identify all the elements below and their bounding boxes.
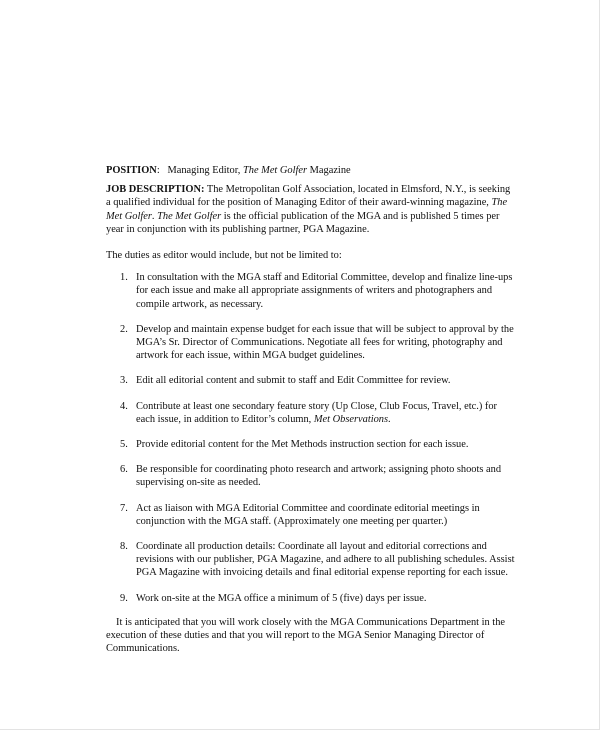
magazine-name-italic-b: The Met Golfer (157, 210, 222, 222)
duty-text: Be responsible for coordinating photo research and artwork; assigning photo shoots and supervising on-site as needed. (136, 464, 502, 489)
duty-text: In consultation with the MGA staff and Editorial Committee, develop and finalize line-ups for each issue and make all appropriate assignments of writers and photographers and compile artwork, as necessary. (136, 272, 513, 310)
job-description (106, 183, 516, 236)
duty-number: 4. (120, 400, 128, 412)
duty-text: Coordinate all production details: Coordinate all layout and editorial corrections and revisions with our publisher, PGA Magazine, and adhere to all publishing schedules. Assist PGA Magazine with invoicing details and final editorial expense reporting for each issue. (136, 541, 515, 579)
duty-number: 8. (120, 541, 128, 553)
job-description-text-c: is the official publication of the MGA and is published 5 times per year in conjunction with its publishing partner, PGA Magazine. (106, 210, 500, 235)
magazine-name: The Met Golfer (242, 165, 308, 176)
duty-item (106, 502, 516, 528)
job-description-text-b: . (151, 210, 158, 222)
job-description-text-a: The Metropolitan Golf Association, located in Elmsford, N.Y., is seeking a qualified individual for the position of Managing Editor of their award-winning magazine, (106, 184, 511, 209)
duty-text: Contribute at least one secondary feature story (Up Close, Club Focus, Travel, etc.) for each issue, in addition to Editor’s column, (136, 400, 497, 425)
duty-number: 9. (120, 592, 128, 604)
position-suffix: Magazine (307, 165, 351, 176)
duty-item (106, 400, 516, 426)
duty-text: Edit all editorial content and submit to staff and Edit Committee for review. (136, 375, 451, 387)
duty-number: 2. (120, 323, 128, 335)
duty-number: 3. (120, 375, 128, 387)
column-name: Met Observations (313, 413, 389, 425)
duty-item (106, 323, 516, 363)
duty-text: Work on-site at the MGA office a minimum of 5 (five) days per issue. (136, 592, 427, 604)
position-title: Managing Editor, (167, 165, 243, 176)
job-description-label: JOB DESCRIPTION: (106, 184, 205, 196)
position-label: POSITION (106, 165, 157, 176)
duty-item (106, 438, 516, 451)
duty-item (106, 592, 516, 605)
duty-text-end: . (388, 413, 391, 425)
closing-paragraph: It is anticipated that you will work closely with the MGA Communications Department in the execution of these duties and that you will report to the MGA Senior Managing Director of Communications. (106, 616, 506, 655)
position-line (106, 164, 516, 177)
duty-item (106, 463, 516, 489)
duty-text: Develop and maintain expense budget for each issue that will be subject to approval by the MGA’s Sr. Director of Communications. Negotiate all fees for writing, photography and artwork for each issue, within MGA budget guidelines. (136, 323, 514, 362)
duty-number: 5. (120, 439, 128, 451)
duty-number: 1. (120, 272, 128, 284)
duty-item (106, 271, 516, 311)
duty-text: Provide editorial content for the Met Methods instruction section for each issue. (136, 439, 469, 451)
duty-item (106, 374, 516, 387)
magazine-name-italic-a: The Met Golfer (106, 197, 508, 222)
duty-number: 7. (120, 502, 128, 514)
duties-list (106, 271, 516, 605)
duty-item (106, 540, 516, 580)
duties-intro: The duties as editor would include, but not be limited to: (106, 250, 342, 262)
duty-text: Act as liaison with MGA Editorial Committee and coordinate editorial meetings in conjunction with the MGA staff. (Approximately one meeting per quarter.) (136, 502, 480, 527)
document-body (106, 164, 516, 655)
duty-number: 6. (120, 464, 128, 476)
position-colon: : (156, 165, 168, 176)
